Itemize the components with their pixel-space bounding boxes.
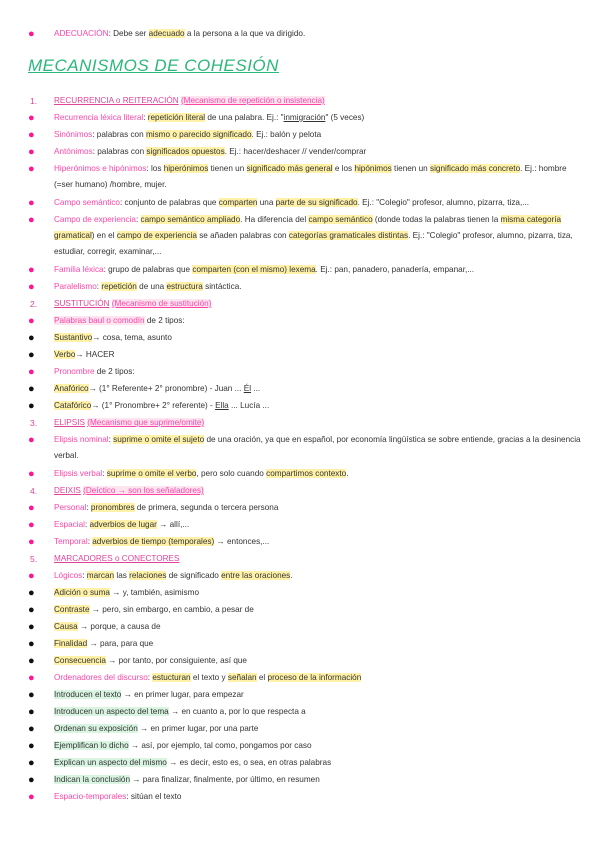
text-fragment: SUSTITUCIÓN	[54, 299, 110, 308]
section-number: 4.	[30, 486, 38, 496]
text-fragment: de primera, segunda o tercera persona	[134, 503, 279, 512]
text-fragment: : sitúan el texto	[126, 792, 182, 801]
bullet: ●	[28, 214, 35, 226]
highlighted-text: adecuado	[148, 29, 185, 38]
text-fragment: el texto y	[190, 673, 228, 682]
bullet: ●	[28, 28, 35, 40]
highlighted-text: adverbios de lugar	[89, 520, 157, 529]
text-fragment: de una oración, ya que en español, por economía lingüística se sobre entiende, gracias a la desinencia	[204, 435, 581, 444]
item-text	[54, 501, 574, 515]
text-fragment: a la persona a la que va dirigido.	[184, 29, 306, 38]
item-text	[54, 111, 574, 125]
item-text	[54, 739, 574, 753]
bullet: ●	[28, 315, 35, 327]
item-text	[54, 756, 574, 770]
term: ADECUACIÓN	[54, 29, 109, 38]
highlighted-text: misma categoría	[500, 215, 562, 224]
text-fragment: → así, por ejemplo, tal como, pongamos por caso	[128, 741, 312, 750]
term: Ordenadores del discurso	[54, 673, 148, 682]
highlighted-text: hiperónimos	[163, 164, 209, 173]
text-fragment: (Deíctico → son los señaladores)	[83, 486, 204, 495]
highlighted-text: adverbios de tiempo (temporales)	[92, 537, 215, 546]
text-fragment: RECURRENCIA o REITERACIÓN	[54, 96, 179, 105]
item-text	[54, 162, 574, 176]
highlighted-text: significados opuestos	[146, 147, 225, 156]
highlighted-text: repetición	[101, 282, 137, 291]
highlighted-text: mismo o parecido significado	[145, 130, 252, 139]
term: Palabras baul o comodín	[54, 316, 145, 325]
text-fragment: de 2 tipos:	[94, 367, 135, 376]
text-fragment: : grupo de palabras que	[103, 265, 193, 274]
highlighted-text: parte de su significado	[275, 198, 358, 207]
section-number: 1.	[30, 96, 38, 106]
text-fragment: .	[290, 571, 293, 580]
item-text	[54, 790, 574, 804]
item-text	[54, 297, 574, 311]
text-fragment: → pero, sin embargo, en cambio, a pesar de	[89, 605, 254, 614]
text-fragment: ...	[251, 384, 261, 393]
highlighted-text: campo de experiencia	[116, 231, 197, 240]
text-fragment: → (1° Pronombre+ 2° referente) -	[91, 401, 216, 410]
text-fragment: :	[86, 503, 91, 512]
text-fragment: " (5 veces)	[325, 113, 365, 122]
text-fragment: . Ej.: hacer/deshacer // vender/comprar	[224, 147, 367, 156]
item-text: verbal.	[54, 451, 79, 460]
item-text	[54, 688, 574, 702]
bullet: ●	[28, 281, 35, 293]
highlighted-text: campo semántico ampliado	[140, 215, 241, 224]
text-fragment: → en primer lugar, para empezar	[121, 690, 244, 699]
text-fragment: . Ha diferencia del	[240, 215, 309, 224]
item-text	[54, 654, 574, 668]
item-text	[54, 722, 574, 736]
text-fragment: se añaden palabras con	[196, 231, 289, 240]
text-fragment: → y, también, asimismo	[109, 588, 200, 597]
item-text	[54, 518, 574, 532]
item-text	[54, 280, 574, 294]
text-fragment: . Ej.: "Colegio" profesor, alumno, pizarra, tiza,	[408, 231, 573, 240]
highlighted-text: Finalidad	[54, 639, 88, 648]
term: Lógicos	[54, 571, 83, 580]
highlighted-text: gramatical	[54, 231, 92, 240]
text-fragment: tienen un	[208, 164, 247, 173]
bullet: ●	[28, 146, 35, 158]
highlighted-text: estructura	[166, 282, 203, 291]
bullet: ●	[28, 638, 35, 650]
bullet: ●	[28, 672, 35, 684]
text-fragment: :	[82, 571, 87, 580]
term: Espacial	[54, 520, 85, 529]
text-fragment: el	[256, 673, 268, 682]
bullet: ●	[28, 621, 35, 633]
term: Elipsis verbal	[54, 469, 103, 478]
item-text	[54, 467, 574, 481]
bullet: ●	[28, 400, 35, 412]
text-fragment: de una	[136, 282, 167, 291]
highlighted-text: categorías gramaticales distintas	[288, 231, 409, 240]
item-text	[54, 637, 574, 651]
text-fragment: → para, para que	[87, 639, 154, 648]
section-number: 2.	[30, 299, 38, 309]
item-text: (=ser humano) /hombre, mujer.	[54, 180, 167, 189]
item-text	[54, 484, 574, 498]
page-title: MECANISMOS DE COHESIÓN	[28, 56, 279, 75]
text-fragment: :	[102, 469, 107, 478]
highlighted-text: Adición o suma	[54, 588, 110, 597]
item-text	[54, 603, 574, 617]
bullet: ●	[28, 774, 35, 786]
term: Campo semántico	[54, 198, 120, 207]
term: Pronombre	[54, 367, 95, 376]
highlighted-text: Introducen el texto	[54, 690, 122, 699]
text-fragment: Ella	[215, 401, 229, 410]
item-text	[54, 620, 574, 634]
text-fragment: MARCADORES o CONECTORES	[54, 554, 180, 563]
text-fragment: . Ej.: "Colegio" profesor, alumno, pizarra, tiza,...	[357, 198, 530, 207]
text-fragment: tienen un	[391, 164, 431, 173]
highlighted-text: significado más concreto	[430, 164, 521, 173]
item-text	[54, 586, 574, 600]
text-fragment: → allí,...	[156, 520, 190, 529]
bullet: ●	[28, 366, 35, 378]
bullet: ●	[28, 349, 35, 361]
term: Espacio-temporales	[54, 792, 127, 801]
highlighted-text: campo semántico	[308, 215, 373, 224]
text-fragment: sintáctica.	[202, 282, 242, 291]
highlighted-text: Ejemplifican lo dicho	[54, 741, 129, 750]
item-text	[54, 705, 574, 719]
item-text	[54, 331, 574, 345]
item-text	[54, 773, 574, 787]
text-fragment: : palabras con	[92, 130, 146, 139]
highlighted-text: entre las oraciones	[221, 571, 291, 580]
highlighted-text: señalan	[227, 673, 257, 682]
text-fragment: .	[346, 469, 349, 478]
item-text	[54, 196, 574, 210]
term: Elipsis nominal	[54, 435, 109, 444]
text-fragment: (Mecanismo que suprime/omite)	[87, 418, 205, 427]
highlighted-text: repetición literal	[147, 113, 206, 122]
text-fragment: . Ej.: balón y pelota	[251, 130, 322, 139]
item-text	[54, 263, 574, 277]
highlighted-text: comparten	[218, 198, 258, 207]
text-fragment: , pero solo cuando	[196, 469, 267, 478]
term: Recurrencia léxica literal	[54, 113, 144, 122]
bullet: ●	[28, 757, 35, 769]
bullet: ●	[28, 332, 35, 344]
item-text	[54, 365, 574, 379]
text-fragment: → cosa, tema, asunto	[92, 333, 172, 342]
text-fragment: ... Lucía ...	[228, 401, 270, 410]
item-text	[54, 145, 574, 159]
term: Sinónimos	[54, 130, 93, 139]
highlighted-text: pronombres	[90, 503, 135, 512]
bullet: ●	[28, 383, 35, 395]
item-text	[54, 416, 574, 430]
bullet: ●	[28, 655, 35, 667]
bullet: ●	[28, 468, 35, 480]
term: Personal	[54, 503, 87, 512]
text-fragment: → es decir, esto es, o sea, en otras palabras	[166, 758, 332, 767]
item-text	[54, 27, 574, 41]
highlighted-text: Ordenan su exposición	[54, 724, 138, 733]
bullet: ●	[28, 112, 35, 124]
bullet: ●	[28, 434, 35, 446]
text-fragment: :	[84, 520, 90, 529]
highlighted-text: Contraste	[54, 605, 90, 614]
highlighted-text: Causa	[54, 622, 78, 631]
item-text	[54, 569, 574, 583]
highlighted-text: Introducen un aspecto del tema	[54, 707, 169, 716]
bullet: ●	[28, 689, 35, 701]
highlighted-text: suprime o omite el verbo	[106, 469, 197, 478]
item-text	[54, 552, 574, 566]
highlighted-text: relaciones	[129, 571, 167, 580]
bullet: ●	[28, 791, 35, 803]
text-fragment: una	[257, 198, 276, 207]
bullet: ●	[28, 706, 35, 718]
highlighted-text: Explican un aspecto del mismo	[54, 758, 167, 767]
text-fragment: :	[96, 282, 102, 291]
text-fragment: :	[87, 537, 93, 546]
bullet: ●	[28, 587, 35, 599]
item-text	[54, 314, 574, 328]
highlighted-text: marcan	[86, 571, 115, 580]
item-text	[54, 399, 574, 413]
bullet: ●	[28, 740, 35, 752]
text-fragment: (Mecanismo de sustitución)	[111, 299, 212, 308]
text-fragment: → entonces,...	[214, 537, 270, 546]
bullet: ●	[28, 197, 35, 209]
text-fragment: → para finalizar, finalmente, por último, en resumen	[130, 775, 320, 784]
item-text: estudiar, corregir, examinar,...	[54, 247, 162, 256]
text-fragment: → en primer lugar, por una parte	[137, 724, 259, 733]
item-text	[54, 535, 574, 549]
text-fragment: (donde todas la palabras tienen la	[372, 215, 501, 224]
text-fragment: → (1° Referente+ 2° pronombre) - Juan ...	[88, 384, 244, 393]
text-fragment: : conjunto de palabras que	[119, 198, 219, 207]
text-fragment: de significado	[166, 571, 222, 580]
item-text	[54, 433, 581, 447]
text-fragment: de una palabra. Ej.: "	[205, 113, 284, 122]
highlighted-text: Anafórico	[54, 384, 89, 393]
text-fragment: → HACER	[75, 350, 115, 359]
highlighted-text: significado más general	[246, 164, 333, 173]
text-fragment: las	[114, 571, 130, 580]
section-number: 3.	[30, 418, 38, 428]
bullet: ●	[28, 163, 35, 175]
item-text	[54, 128, 574, 142]
text-fragment: :	[143, 113, 148, 122]
highlighted-text: Consecuencia	[54, 656, 106, 665]
term: Antónimos	[54, 147, 93, 156]
text-fragment: DEIXIS	[54, 486, 81, 495]
text-fragment: . Ej.: pan, panadero, panadería, empanar,...	[315, 265, 475, 274]
item-text	[54, 229, 574, 243]
item-text	[54, 348, 574, 362]
text-fragment: ELIPSIS	[54, 418, 85, 427]
text-fragment: : los	[146, 164, 164, 173]
term: Temporal	[54, 537, 88, 546]
text-fragment: de 2 tipos:	[144, 316, 185, 325]
highlighted-text: compartimos contexto	[266, 469, 347, 478]
bullet: ●	[28, 129, 35, 141]
item-text	[54, 213, 574, 227]
bullet: ●	[28, 604, 35, 616]
item-text	[54, 671, 574, 685]
highlighted-text: Verbo	[54, 350, 76, 359]
bullet: ●	[28, 264, 35, 276]
text-fragment: → por tanto, por consiguiente, así que	[105, 656, 247, 665]
highlighted-text: comparten (con el mismo) lexema	[192, 265, 316, 274]
text-fragment: : Debe ser	[108, 29, 149, 38]
highlighted-text: Sustantivo	[54, 333, 93, 342]
text-fragment: inmigración	[283, 113, 326, 122]
highlighted-text: proceso de la información	[267, 673, 362, 682]
term: Hiperónimos e hipónimos	[54, 164, 147, 173]
text-fragment: Él	[243, 384, 252, 393]
highlighted-text: Indican la conclusión	[54, 775, 131, 784]
item-text	[54, 94, 574, 108]
highlighted-text: estucturan	[152, 673, 191, 682]
highlighted-text: suprime o omite el sujeto	[113, 435, 205, 444]
text-fragment: (Mecanismo de repetición o insistencia)	[180, 96, 325, 105]
text-fragment: . Ej.: hombre	[520, 164, 567, 173]
term: Familia léxica	[54, 265, 104, 274]
text-fragment: : palabras con	[92, 147, 147, 156]
text-fragment: → en cuanto a, por lo que respecta a	[168, 707, 306, 716]
bullet: ●	[28, 570, 35, 582]
text-fragment: e los	[332, 164, 355, 173]
section-number: 5.	[30, 554, 38, 564]
bullet: ●	[28, 519, 35, 531]
highlighted-text: hipónimos	[354, 164, 392, 173]
term: Campo de experiencia	[54, 215, 136, 224]
bullet: ●	[28, 723, 35, 735]
highlighted-text: Catafórico	[54, 401, 92, 410]
text-fragment: :	[108, 435, 114, 444]
text-fragment: :	[147, 673, 153, 682]
item-text	[54, 382, 574, 396]
bullet: ●	[28, 536, 35, 548]
term: Paralelismo	[54, 282, 97, 291]
text-fragment: :	[135, 215, 141, 224]
text-fragment: → porque, a causa de	[77, 622, 161, 631]
text-fragment: ) en el	[91, 231, 117, 240]
bullet: ●	[28, 502, 35, 514]
